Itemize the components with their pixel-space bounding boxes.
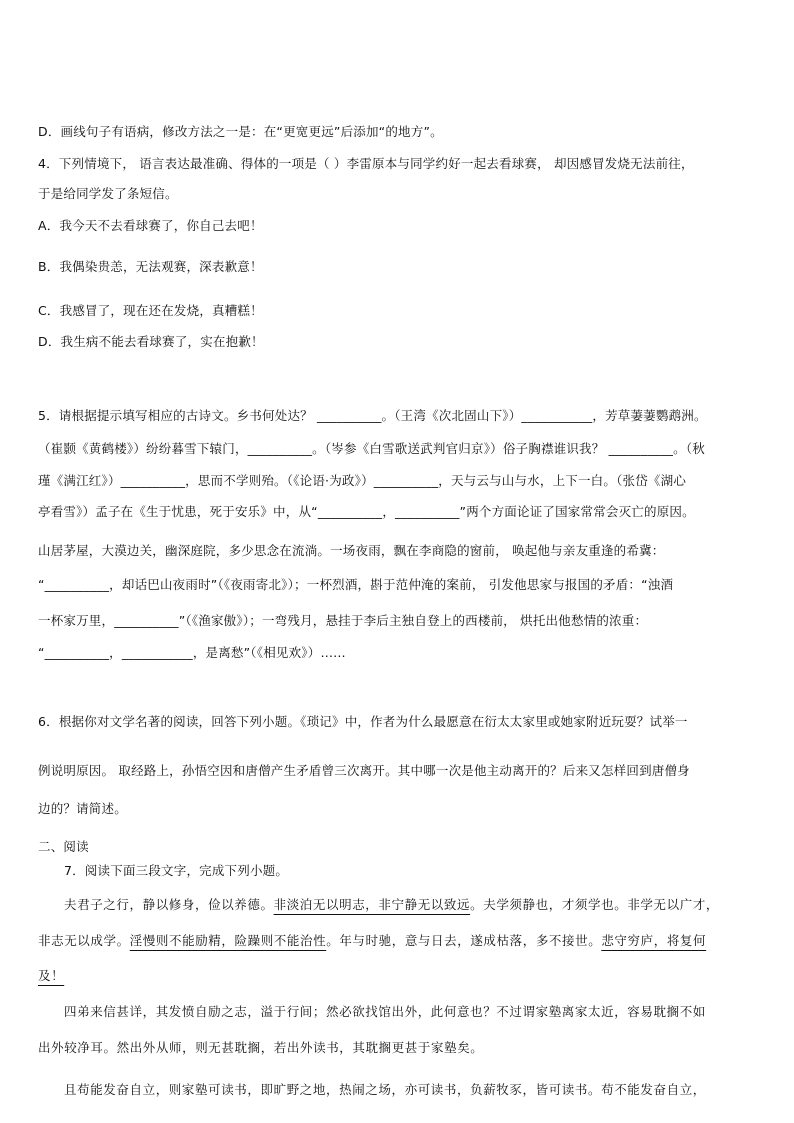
q4-option-d: D．我生病不能去看球赛了，实在抱歉！ <box>38 334 264 349</box>
passage-line: 四弟来信甚详，其发愤自励之志，溢于行间；然必欲找馆出外，此何意也？不过谓家塾离家太近，容易耽搁不如 <box>64 1004 706 1019</box>
underlined-sentence: 非淡泊无以明志，非宁静无以致远 <box>273 897 471 912</box>
q4-option-a: A．我今天不去看球赛了，你自己去吧！ <box>38 218 263 233</box>
passage-text: 。年与时驰，意与日去，遂成枯落，多不接世。 <box>326 933 602 948</box>
q4-stem-line-1: 4．下列情境下， 语言表达最准确、得体的一项是（ ）李雷原本与同学约好一起去看球赛， 却因感冒发烧无法前往， <box>38 156 694 171</box>
q7-stem: 7．阅读下面三段文字，完成下列小题。 <box>64 863 289 878</box>
q4-stem-line-2: 于是给同学发了条短信。 <box>38 186 178 201</box>
q4-option-b: B．我偶染贵恙，无法观赛，深表歉意！ <box>38 259 263 274</box>
underlined-sentence: 淫慢则不能励精，险躁则不能治性 <box>129 933 327 948</box>
q5-line: “__________，___________，是离愁”（《相见欢》）…… <box>38 645 346 660</box>
passage-line <box>64 896 719 914</box>
q5-line: “__________，却话巴山夜雨时”（《夜雨寄北》）；一杯烈酒，斟于范仲淹的案前， 引发他思家与报国的矛盾：“浊酒 <box>38 577 674 592</box>
q5-line: 一杯家万里，__________”（《渔家傲》）；一弯残月，悬挂于李后主独自登上的西楼前， 烘托出他愁情的浓重： <box>38 613 648 628</box>
passage-text: 夫君子之行，静以修身，俭以养德。 <box>64 897 274 912</box>
passage-line: 且苟能发奋自立，则家塾可读书，即旷野之地，热闹之场，亦可读书，负薪牧豕，皆可读书。苟不能发奋自立， <box>64 1082 706 1097</box>
q5-line: 5．请根据提示填写相应的古诗文。乡书何处达？ __________。（王湾《次北固山下》）___________，芳草萋萋鹦鹉洲。 <box>38 408 707 423</box>
q3-option-d: D．画线句子有语病，修改方法之一是：在“更宽更远”后添加“的地方”。 <box>38 124 443 139</box>
q5-line: 亭看雪》）孟子在《生于忧患，死于安乐》中，从“__________，__________”两个方面论证了国家常常会灭亡的原因。 <box>38 504 695 519</box>
passage-text: 非志无以成学。 <box>38 933 130 948</box>
passage-line: 出外较净耳。然出外从师，则无甚耽搁，若出外读书，其耽搁更甚于家塾矣。 <box>38 1040 484 1055</box>
q5-line: 瑾《满江红》）__________，思而不学则殆。（《论语·为政》）__________，天与云与山与水，上下一白。（张岱《湖心 <box>38 473 687 488</box>
passage-line <box>38 932 706 950</box>
q6-line: 边的？请简述。 <box>38 801 127 816</box>
q5-line: 山居茅屋，大漠边关，幽深庭院，多少思念在流淌。一场夜雨，飘在李商隐的窗前， 唤起他与亲友重逢的希冀： <box>38 543 665 558</box>
passage-line: 及！ <box>38 968 65 983</box>
q6-line: 6．根据你对文学名著的阅读，回答下列小题。《琐记》中，作者为什么最愿意在衍太太家里或她家附近玩耍？试举一 <box>38 714 688 729</box>
q5-line: （崔颢《黄鹤楼》）纷纷暮雪下辕门，__________。（岑参《白雪歌送武判官归京》）俗子胸襟谁识我？ __________。（秋 <box>38 441 705 456</box>
underlined-sentence: 悲守穷庐，将复何 <box>601 933 707 948</box>
q6-line: 例说明原因。 取经路上，孙悟空因和唐僧产生矛盾曾三次离开。其中哪一次是他主动离开的？后来又怎样回到唐僧身 <box>38 763 690 778</box>
q4-option-c: C．我感冒了，现在还在发烧，真糟糕！ <box>38 303 263 318</box>
section-heading: 二、阅读 <box>38 839 89 854</box>
passage-text: 。夫学须静也，才须学也。非学无以广才， <box>470 897 720 912</box>
